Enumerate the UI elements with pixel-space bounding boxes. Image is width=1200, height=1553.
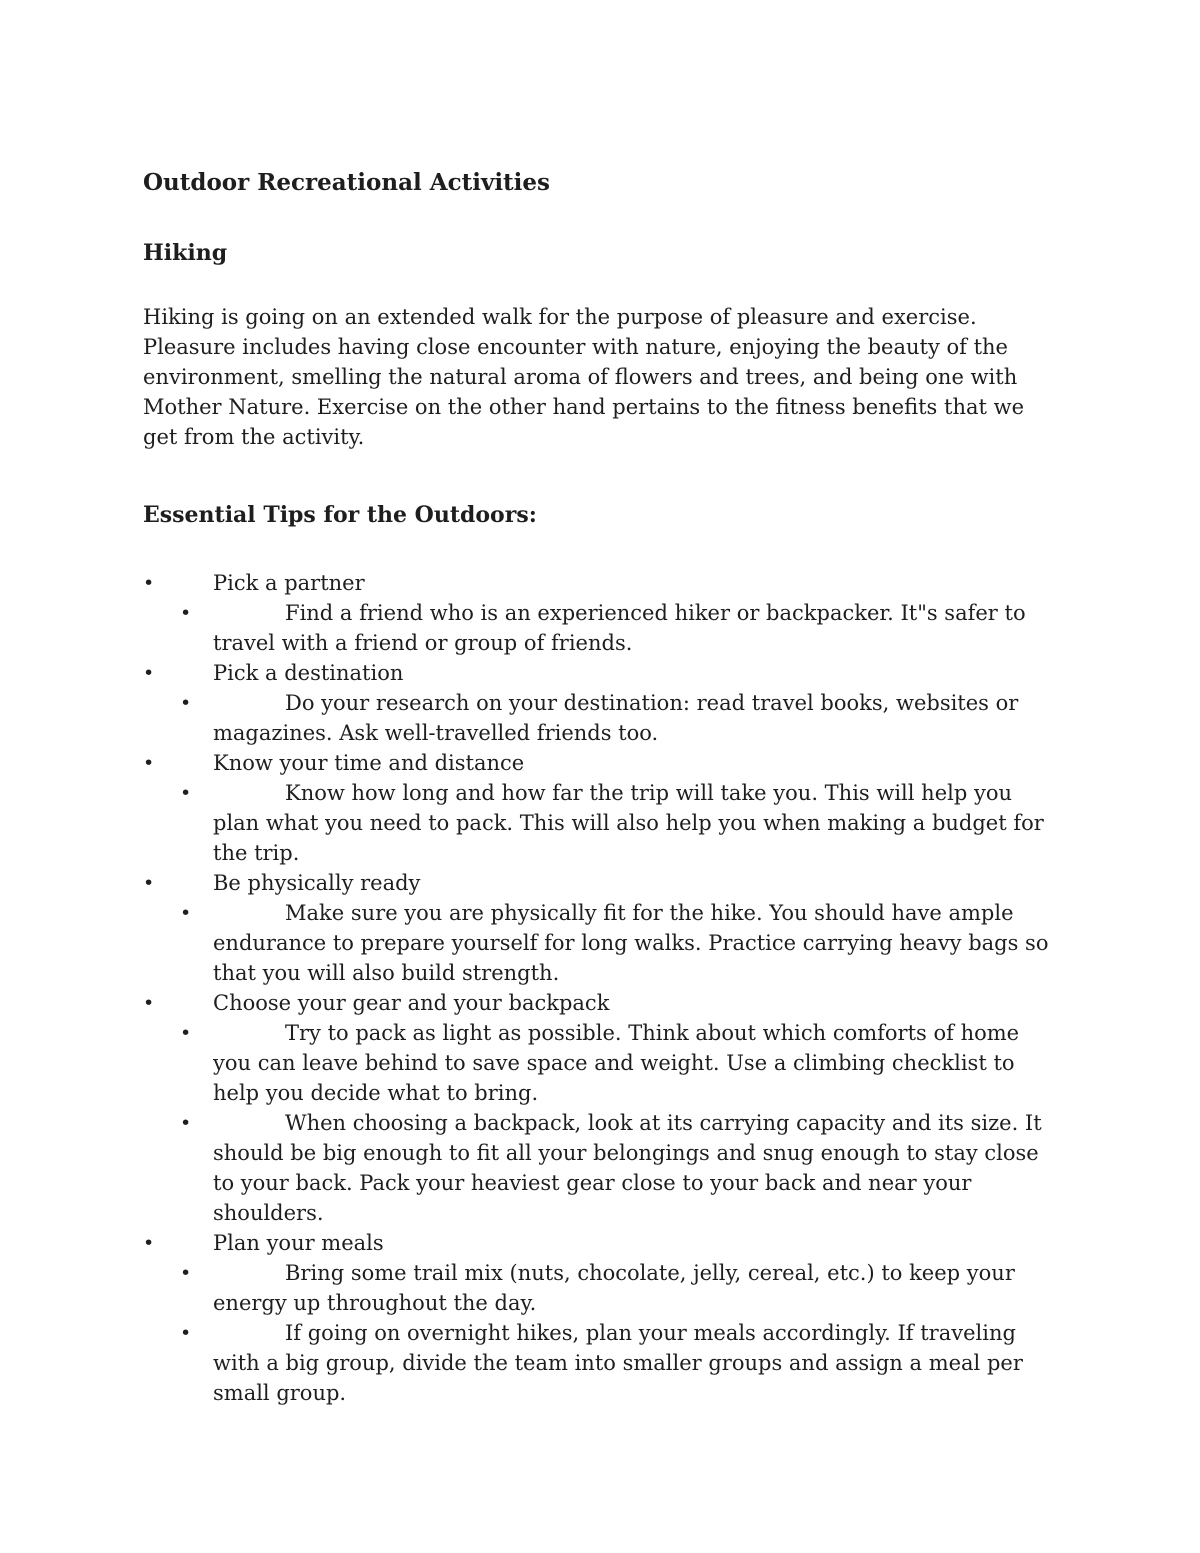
list-item bbox=[143, 748, 1058, 868]
tip-label-row bbox=[143, 568, 1058, 598]
bullet-icon: • bbox=[143, 662, 155, 684]
list-item bbox=[143, 568, 1058, 658]
tip-detail bbox=[180, 598, 1058, 658]
tip-detail-text: Bring some trail mix (nuts, chocolate, jelly, cereal, etc.) to keep your energy up throughout the day. bbox=[213, 1261, 1015, 1315]
tip-detail bbox=[180, 1018, 1058, 1108]
tip-detail-text: Try to pack as light as possible. Think about which comforts of home you can leave behind to save space and weight. Use a climbing checklist to help you decide what to bring. bbox=[213, 1021, 1020, 1105]
tip-detail-text: When choosing a backpack, look at its carrying capacity and its size. It should be big enough to fit all your belongings and snug enough to stay close to your back. Pack your heaviest gear close to your back and near your shoulders. bbox=[213, 1111, 1042, 1225]
bullet-icon: • bbox=[180, 1112, 192, 1134]
bullet-icon: • bbox=[180, 1322, 192, 1344]
bullet-icon: • bbox=[180, 782, 192, 804]
tip-label-row bbox=[143, 1228, 1058, 1258]
tip-label: Be physically ready bbox=[213, 871, 421, 895]
tip-detail bbox=[180, 1318, 1058, 1408]
list-item bbox=[143, 1228, 1058, 1408]
tip-label-row bbox=[143, 658, 1058, 688]
bullet-icon: • bbox=[180, 902, 192, 924]
tip-label: Plan your meals bbox=[213, 1231, 384, 1255]
tip-detail-text: Do your research on your destination: read travel books, websites or magazines. Ask well-travelled friends too. bbox=[213, 691, 1019, 745]
tips-heading: Essential Tips for the Outdoors: bbox=[143, 502, 537, 528]
tip-detail-text: If going on overnight hikes, plan your meals accordingly. If traveling with a big group, divide the team into smaller groups and assign a meal per small group. bbox=[213, 1321, 1023, 1405]
tip-label-row bbox=[143, 988, 1058, 1018]
tip-label: Pick a destination bbox=[213, 661, 404, 685]
bullet-icon: • bbox=[143, 1232, 155, 1254]
list-item bbox=[143, 868, 1058, 988]
bullet-icon: • bbox=[143, 752, 155, 774]
tip-detail bbox=[180, 1108, 1058, 1228]
bullet-icon: • bbox=[143, 872, 155, 894]
tip-detail bbox=[180, 898, 1058, 988]
bullet-icon: • bbox=[180, 1022, 192, 1044]
section-heading-hiking: Hiking bbox=[143, 240, 228, 266]
tip-detail bbox=[180, 1258, 1058, 1318]
bullet-icon: • bbox=[143, 572, 155, 594]
document-title: Outdoor Recreational Activities bbox=[143, 169, 551, 196]
bullet-icon: • bbox=[143, 992, 155, 1014]
tip-label-row bbox=[143, 748, 1058, 778]
tip-detail-text: Find a friend who is an experienced hiker or backpacker. It"s safer to travel with a friend or group of friends. bbox=[213, 601, 1026, 655]
bullet-icon: • bbox=[180, 1262, 192, 1284]
tips-list bbox=[143, 568, 1058, 1408]
tip-detail bbox=[180, 778, 1058, 868]
bullet-icon: • bbox=[180, 602, 192, 624]
tip-detail bbox=[180, 688, 1058, 748]
list-item bbox=[143, 988, 1058, 1228]
tip-label-row bbox=[143, 868, 1058, 898]
bullet-icon: • bbox=[180, 692, 192, 714]
tip-detail-text: Make sure you are physically fit for the hike. You should have ample endurance to prepare yourself for long walks. Practice carrying heavy bags so that you will also build strength. bbox=[213, 901, 1049, 985]
list-item bbox=[143, 658, 1058, 748]
tip-label: Pick a partner bbox=[213, 571, 365, 595]
intro-paragraph: Hiking is going on an extended walk for the purpose of pleasure and exercise. Pleasure includes having close encounter with nature, enjoying the beauty of the environment, smelling the natural aroma of flowers and trees, and being one with Mother Nature. Exercise on the other hand pertains to the fitness benefits that we get from the activity. bbox=[143, 305, 1025, 449]
tip-detail-text: Know how long and how far the trip will take you. This will help you plan what you need to pack. This will also help you when making a budget for the trip. bbox=[213, 781, 1044, 865]
tip-label: Know your time and distance bbox=[213, 751, 525, 775]
tip-label: Choose your gear and your backpack bbox=[213, 991, 610, 1015]
